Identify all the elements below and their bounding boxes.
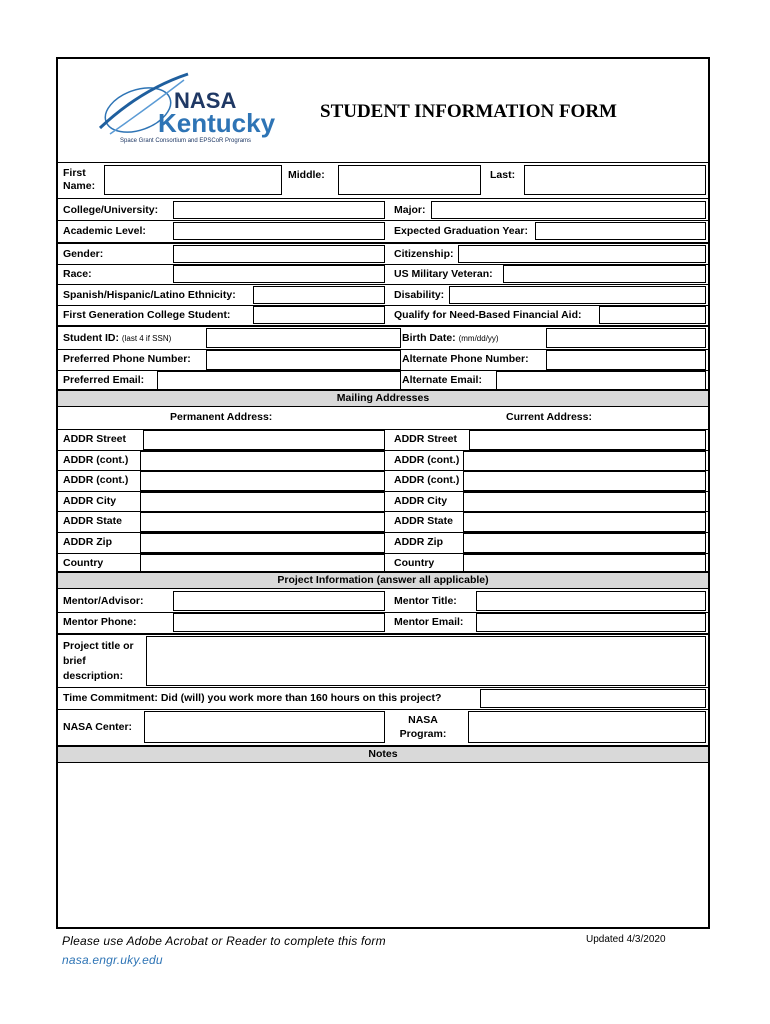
logo-nasa-text: NASA bbox=[174, 88, 237, 113]
race-field[interactable] bbox=[173, 265, 385, 283]
birth-date-hint: (mm/dd/yy) bbox=[458, 334, 499, 343]
permanent-address-row-label: Country bbox=[63, 557, 104, 569]
student-id-label: Student ID: (last 4 if SSN) bbox=[63, 332, 172, 344]
preferred-phone-field[interactable] bbox=[206, 350, 401, 370]
permanent-address-row-label: ADDR (cont.) bbox=[63, 474, 129, 486]
disability-label: Disability: bbox=[394, 289, 445, 301]
first-gen-field[interactable] bbox=[253, 306, 385, 324]
mentor-title-field[interactable] bbox=[476, 591, 706, 611]
mentor-field[interactable] bbox=[173, 591, 385, 611]
current-address-row-label: ADDR Zip bbox=[394, 536, 443, 548]
time-commitment-label: Time Commitment: Did (will) you work more than 160 hours on this project? bbox=[63, 692, 442, 704]
first-name-label: First Name: bbox=[63, 167, 96, 192]
ethnicity-label: Spanish/Hispanic/Latino Ethnicity: bbox=[63, 289, 236, 301]
project-title-label: Project title or brief description: bbox=[63, 640, 134, 682]
birth-date-field[interactable] bbox=[546, 328, 706, 348]
mailing-addresses-header: Mailing Addresses bbox=[58, 389, 708, 407]
mentor-phone-label: Mentor Phone: bbox=[63, 616, 137, 628]
veteran-label: US Military Veteran: bbox=[394, 268, 493, 280]
mentor-phone-field[interactable] bbox=[173, 613, 385, 632]
academic-level-label: Academic Level: bbox=[63, 225, 146, 237]
alternate-phone-label: Alternate Phone Number: bbox=[402, 353, 529, 365]
need-aid-label: Qualify for Need-Based Financial Aid: bbox=[394, 309, 582, 321]
footer-website-link[interactable]: nasa.engr.uky.edu bbox=[62, 953, 163, 967]
preferred-email-field[interactable] bbox=[157, 371, 401, 390]
mentor-title-label: Mentor Title: bbox=[394, 595, 457, 607]
citizenship-field[interactable] bbox=[458, 245, 706, 263]
student-id-field[interactable] bbox=[206, 328, 401, 348]
nasa-program-label: NASA Program: bbox=[399, 714, 447, 740]
middle-name-field[interactable] bbox=[338, 165, 481, 195]
mentor-email-label: Mentor Email: bbox=[394, 616, 464, 628]
college-field[interactable] bbox=[173, 201, 385, 219]
first-gen-label: First Generation College Student: bbox=[63, 309, 231, 321]
logo-subtitle: Space Grant Consortium and EPSCoR Programs bbox=[120, 138, 252, 144]
current-address-row-label: ADDR City bbox=[394, 495, 448, 507]
preferred-email-label: Preferred Email: bbox=[63, 374, 145, 386]
logo-kentucky-text: Kentucky bbox=[158, 108, 276, 138]
permanent-address-field[interactable] bbox=[140, 451, 385, 471]
grad-year-field[interactable] bbox=[535, 222, 706, 240]
nasa-center-field[interactable] bbox=[144, 711, 385, 743]
permanent-address-field[interactable] bbox=[143, 430, 385, 450]
first-name-field[interactable] bbox=[104, 165, 282, 195]
form-title: STUDENT INFORMATION FORM bbox=[320, 101, 617, 122]
permanent-address-row-label: ADDR Street bbox=[63, 433, 127, 445]
permanent-address-row-label: ADDR (cont.) bbox=[63, 454, 129, 466]
academic-level-field[interactable] bbox=[173, 222, 385, 240]
permanent-address-row-label: ADDR City bbox=[63, 495, 117, 507]
ethnicity-field[interactable] bbox=[253, 286, 385, 304]
mentor-email-field[interactable] bbox=[476, 613, 706, 632]
gender-label: Gender: bbox=[63, 248, 104, 260]
current-address-field[interactable] bbox=[463, 471, 706, 491]
student-id-hint: (last 4 if SSN) bbox=[121, 334, 172, 343]
current-address-row-label: ADDR (cont.) bbox=[394, 474, 460, 486]
last-name-label: Last: bbox=[490, 169, 516, 181]
notes-header: Notes bbox=[58, 745, 708, 763]
mentor-label: Mentor/Advisor: bbox=[63, 595, 144, 607]
notes-field[interactable] bbox=[60, 765, 706, 925]
veteran-field[interactable] bbox=[503, 265, 706, 283]
alternate-email-field[interactable] bbox=[496, 371, 706, 390]
disability-field[interactable] bbox=[449, 286, 706, 304]
permanent-address-row-label: ADDR Zip bbox=[63, 536, 112, 548]
preferred-phone-label: Preferred Phone Number: bbox=[63, 353, 191, 365]
current-address-field[interactable] bbox=[463, 533, 706, 553]
permanent-address-field[interactable] bbox=[140, 533, 385, 553]
birth-date-label: Birth Date: (mm/dd/yy) bbox=[402, 332, 499, 344]
current-address-field[interactable] bbox=[463, 451, 706, 471]
major-field[interactable] bbox=[431, 201, 706, 219]
gender-field[interactable] bbox=[173, 245, 385, 263]
major-label: Major: bbox=[394, 204, 426, 216]
nasa-program-field[interactable] bbox=[468, 711, 706, 743]
middle-name-label: Middle: bbox=[288, 169, 325, 181]
current-address-row-label: Country bbox=[394, 557, 435, 569]
grad-year-label: Expected Graduation Year: bbox=[394, 225, 529, 237]
project-information-header: Project Information (answer all applicable) bbox=[58, 571, 708, 589]
time-commitment-field[interactable] bbox=[480, 689, 706, 708]
permanent-address-label: Permanent Address: bbox=[170, 411, 273, 423]
citizenship-label: Citizenship: bbox=[394, 248, 454, 260]
last-name-field[interactable] bbox=[524, 165, 706, 195]
need-aid-field[interactable] bbox=[599, 306, 706, 324]
permanent-address-field[interactable] bbox=[140, 512, 385, 532]
current-address-field[interactable] bbox=[463, 512, 706, 532]
student-information-form bbox=[56, 57, 710, 929]
project-title-field[interactable] bbox=[146, 636, 706, 686]
alternate-phone-field[interactable] bbox=[546, 350, 706, 370]
current-address-label: Current Address: bbox=[506, 411, 592, 423]
footer-instructions: Please use Adobe Acrobat or Reader to complete this form bbox=[62, 934, 386, 948]
current-address-row-label: ADDR (cont.) bbox=[394, 454, 460, 466]
permanent-address-row-label: ADDR State bbox=[63, 515, 122, 527]
nasa-center-label: NASA Center: bbox=[63, 721, 133, 733]
current-address-row-label: ADDR Street bbox=[394, 433, 458, 445]
permanent-address-field[interactable] bbox=[140, 471, 385, 491]
college-label: College/University: bbox=[63, 204, 159, 216]
footer-updated-date: Updated 4/3/2020 bbox=[586, 934, 666, 945]
current-address-row-label: ADDR State bbox=[394, 515, 453, 527]
permanent-address-field[interactable] bbox=[140, 492, 385, 512]
alternate-email-label: Alternate Email: bbox=[402, 374, 482, 386]
current-address-field[interactable] bbox=[469, 430, 706, 450]
race-label: Race: bbox=[63, 268, 92, 280]
current-address-field[interactable] bbox=[463, 492, 706, 512]
